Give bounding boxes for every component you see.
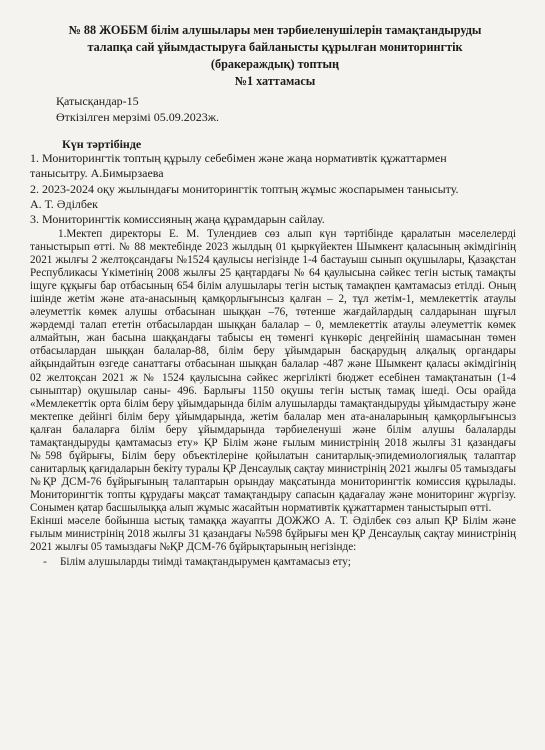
meeting-meta (56, 93, 219, 125)
meeting-date: Өткізілген мерзімі 05.09.2023ж. (56, 110, 220, 124)
list-item-text: Білім алушыларды тиімді тамақтандырумен қамтамасыз ету; (60, 556, 351, 569)
paragraph-second-issue: Екінші мәселе бойынша ыстық тамаққа жауапты ДОЖЖО А. Т. Әділбек сөз алып ҚР Білім және ғылым министрінің 2018 жылғы 31 қазандағы №598 бұйрығы мен ҚР Денсаулық сақтау министрінің 2021 жылғы 05 тамыздағы №ҚР ДСМ-76 бұйрықтарының негізінде: (30, 515, 516, 554)
list-item (30, 556, 516, 569)
title-line-4: №1 хаттамасы (234, 74, 316, 88)
agenda-line: А. Т. Әділбек (30, 196, 98, 211)
agenda-line: 1. Мониторингтік топтың құрылу себебімен және жаңа нормативтік құжаттармен (30, 151, 447, 165)
paragraph-director-report: 1.Мектеп директоры Е. М. Тулендиев сөз алып күн тәртібінде қаралатын мәселелерді таныстырып өтті. № 88 мектебінде 2023 жылдың 01 қыркүйектен Шымкент қаласының әкімдігінің 2021 жылғы 2 желтоқсандағы №1524 қаулысы негізінде 1-4 бастауыш сынып оқушылары, Қазақстан Республикасы Үкіметінің 2008 жылғы 25 қаңтардағы № 64 қаулысына сәйкес тегін ыстық тамақты іщуге құқығы бар отбасының 654 білім алушылары тегін ыстық тамақпен қамтамасыз етілді. Оның ішінде жетім және ата-анасының қамқорлығынсыз қалған – 2, тұл жетім-1, мемлекеттік атаулы әлеуметтік көмек алушы отбасынан шыққан –76, төтенше жағдайлардың салдарынан шұғыл жәрдемді талап ететін отбасылардан шыққан балалар – 0, мемлекеттік атаулы әлеуметтік көмек алмайтын, жан басына шаққандағы табысы ең төменгі күнкөріс деңгейінің шамасынан төмен отбасылардан шыққан балалар-88, білім беру ұйымдарын басқарудың алқалық органдары айқындайтын өзгеде санаттағы отбасынан шыққан балалар -487 және Шымкент қаласы әкімдігінің 02 желтоқсан 2021 ж № 1524 қаулысына сәйкес жергілікті бюджет есебінен тамақтанатын (1-4 сыныптар) оқушылар саны- 496. Барлығы 1150 оқушы тегін ыстық тамақ ішеді. Осы орайда «Мемлекеттік орта білім беру ұйымдарында білім алушыларды тамақтандыруды ұйымдастыру және мектепке дейінгі білім беру ұйымдарында, жетім балалар мен ата-аналарының қамқорлығынсыз қалған балаларға білім беру ұйымдарында тәрбиеленуші және білім алушы балаларды тамақтандыруды қамтамасыз ету» ҚР Білім және ғылым министрінің 2018 жылғы 31 қазандағы №598 бұйрығы, Білім беру объектілеріне қойылатын санитарлық-эпидемиологиялық талаптар санитарлық қағидаларын бекіту туралы ҚР Денсаулық сақтау министрінің 2021 жылғы 05 тамыздағы №ҚР ДСМ-76 бұйрығының талаптарын орындау мақсатында мониторингтік комиссия құрылады. Мониторингтік топты құрудағы мақсат тамақтандыру сапасын қадағалау және мониторинг жүргізу. Сонымен қатар басшылыққа алып жұмыс жасайтын нормативтік құжаттармен таныстырып өтті. (30, 228, 516, 514)
agenda-line: 2. 2023-2024 оқу жылындағы мониторингтік топтың жұмыс жоспарымен танысыту. (30, 181, 459, 196)
agenda-list (30, 151, 520, 227)
agenda-line: танысытру. А.Бимырзаева (30, 166, 164, 181)
list-marker: - (43, 556, 47, 569)
title-line-3: (бракераждық) топтың (210, 57, 340, 71)
minutes-body (30, 228, 516, 569)
title-line-2: талапқа сай ұйымдастыруға байланысты құрылған мониторингтік (87, 40, 463, 54)
title-line-1: № 88 ЖОББМ білім алушылары мен тәрбиеленушілерін тамақтандыруды (68, 23, 482, 37)
agenda-line: 3. Мониторингтік комиссияның жаңа құрамдарын сайлау. (30, 212, 325, 227)
agenda-heading: Күн тәртібінде (62, 137, 142, 151)
participants-count: Қатысқандар-15 (56, 94, 139, 108)
document-title (40, 22, 510, 90)
